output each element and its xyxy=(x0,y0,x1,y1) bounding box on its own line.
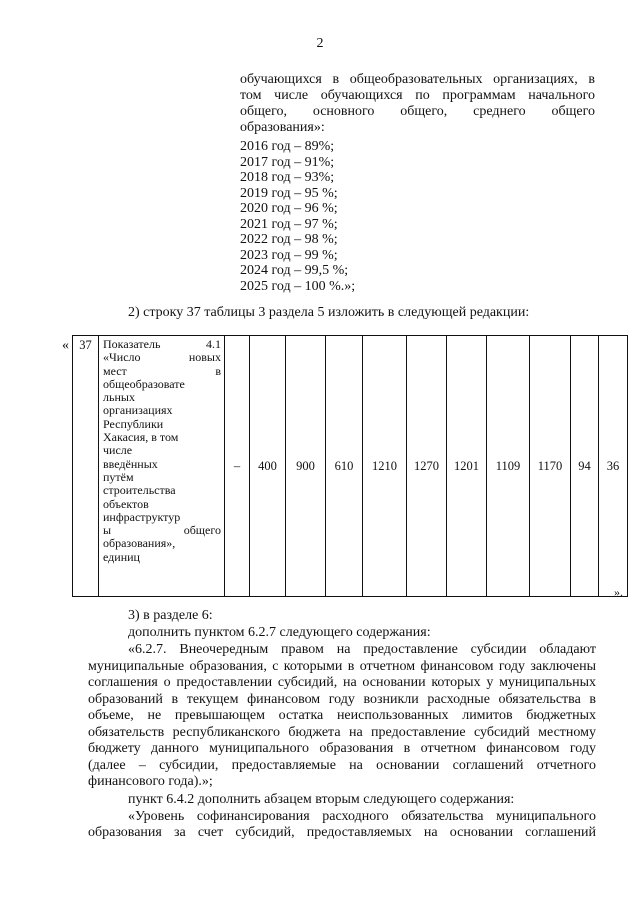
description-line: ы общего xyxy=(103,523,221,538)
value-cell: 900 xyxy=(286,336,326,597)
paragraph-line: объеме, не превышающем остатка неиспользованных лимитов бюджетных xyxy=(88,708,596,723)
year-percent-list xyxy=(240,139,355,294)
description-line: объектов xyxy=(103,496,149,511)
description-line: льных xyxy=(103,390,135,405)
indicator-description-cell xyxy=(99,336,225,597)
page-number: 2 xyxy=(316,36,324,51)
description-line: единиц xyxy=(103,549,140,564)
description-line: «Число новых xyxy=(103,350,221,365)
year-item: 2023 год – 99 %; xyxy=(240,247,338,263)
paragraph-line: муниципальные образования, с которыми в отчетном финансовом году заключены xyxy=(88,658,596,674)
indicator-table xyxy=(72,335,628,597)
description-line: введённых xyxy=(103,456,158,471)
intro-line: обучающихся в общеобразовательных организациях, в xyxy=(240,72,595,87)
intro-line: том числе обучающихся по программам начального xyxy=(240,88,595,103)
intro-line: образования»: xyxy=(240,120,325,135)
paragraph-line: «Уровень софинансирования расходного обязательства муниципального xyxy=(128,808,596,824)
year-item: 2019 год – 95 %; xyxy=(240,185,338,201)
value-cell: 94 xyxy=(571,336,599,597)
value-cell: 1270 xyxy=(407,336,447,597)
description-line: Хакасия, в том xyxy=(103,430,179,445)
instruction-6-4-2: пункт 6.4.2 дополнить абзацем вторым следующего содержания: xyxy=(128,792,515,807)
table-quote-close: ». xyxy=(614,585,623,599)
paragraph-6-4-2 xyxy=(88,792,596,842)
paragraph-line: обязательств республиканского бюджета на предоставление субсидий местному xyxy=(88,724,596,740)
description-line: Республики xyxy=(103,416,164,431)
instruction-3: 3) в разделе 6: xyxy=(128,608,213,623)
paragraph-6-2-7 xyxy=(88,642,596,791)
paragraph-line: «6.2.7. Внеочередным правом на предоставление субсидии обладают xyxy=(128,642,596,657)
paragraph-line: бюджету данного муниципального образования в отчетном финансовом году xyxy=(88,741,596,756)
year-item: 2020 год – 96 %; xyxy=(240,201,338,216)
description-line: мест в xyxy=(103,363,221,378)
value-cell: 1109 xyxy=(487,336,530,597)
intro-paragraph xyxy=(240,72,595,136)
paragraph-line: образований в текущем финансовом году возникли расходные обязательства в xyxy=(88,691,596,707)
description-line: путём xyxy=(103,469,134,484)
description-line: образования», xyxy=(103,536,176,551)
year-item: 2022 год – 98 %; xyxy=(240,232,338,247)
value-cell: – xyxy=(225,336,250,597)
description-line: организациях xyxy=(103,403,173,418)
table-quote-open: « xyxy=(62,338,69,353)
value-cell: 1170 xyxy=(530,336,571,597)
value-cell: 36 xyxy=(599,336,628,597)
description-line: числе xyxy=(103,443,133,458)
paragraph-line: финансового года).»; xyxy=(88,774,213,789)
year-item: 2025 год – 100 %.»; xyxy=(240,278,356,294)
year-item: 2021 год – 97 %; xyxy=(240,216,338,232)
instruction-2: 2) строку 37 таблицы 3 раздела 5 изложить в следующей редакции: xyxy=(128,305,530,320)
year-item: 2016 год – 89%; xyxy=(240,139,335,154)
year-item: 2018 год – 93%; xyxy=(240,170,335,185)
description-line: инфраструктур xyxy=(103,509,181,524)
description-line: строительства xyxy=(103,483,176,498)
instruction-3a: дополнить пунктом 6.2.7 следующего содержания: xyxy=(128,624,431,640)
value-cell: 1201 xyxy=(447,336,487,597)
paragraph-line: (далее – субсидии, предоставляемые на основании соглашений отчетного xyxy=(88,757,596,773)
paragraph-line: соглашения о предоставлении субсидий, на основании которых у муниципальных xyxy=(88,675,596,690)
value-cell: 400 xyxy=(250,336,286,597)
intro-line: общего, основного общего, среднего общего xyxy=(240,104,595,119)
table-row xyxy=(73,336,628,597)
value-cell: 1210 xyxy=(363,336,407,597)
year-item: 2017 год – 91%; xyxy=(240,154,335,170)
value-cell: 610 xyxy=(326,336,363,597)
paragraph-line: образования за счет субсидий, предоставляемых на основании соглашений xyxy=(88,825,596,840)
section-6-block xyxy=(88,608,596,641)
year-item: 2024 год – 99,5 %; xyxy=(240,263,349,278)
description-line: Показатель 4.1 xyxy=(103,337,221,351)
description-line: общеобразовате xyxy=(103,376,185,391)
row-number-cell: 37 xyxy=(73,336,99,597)
